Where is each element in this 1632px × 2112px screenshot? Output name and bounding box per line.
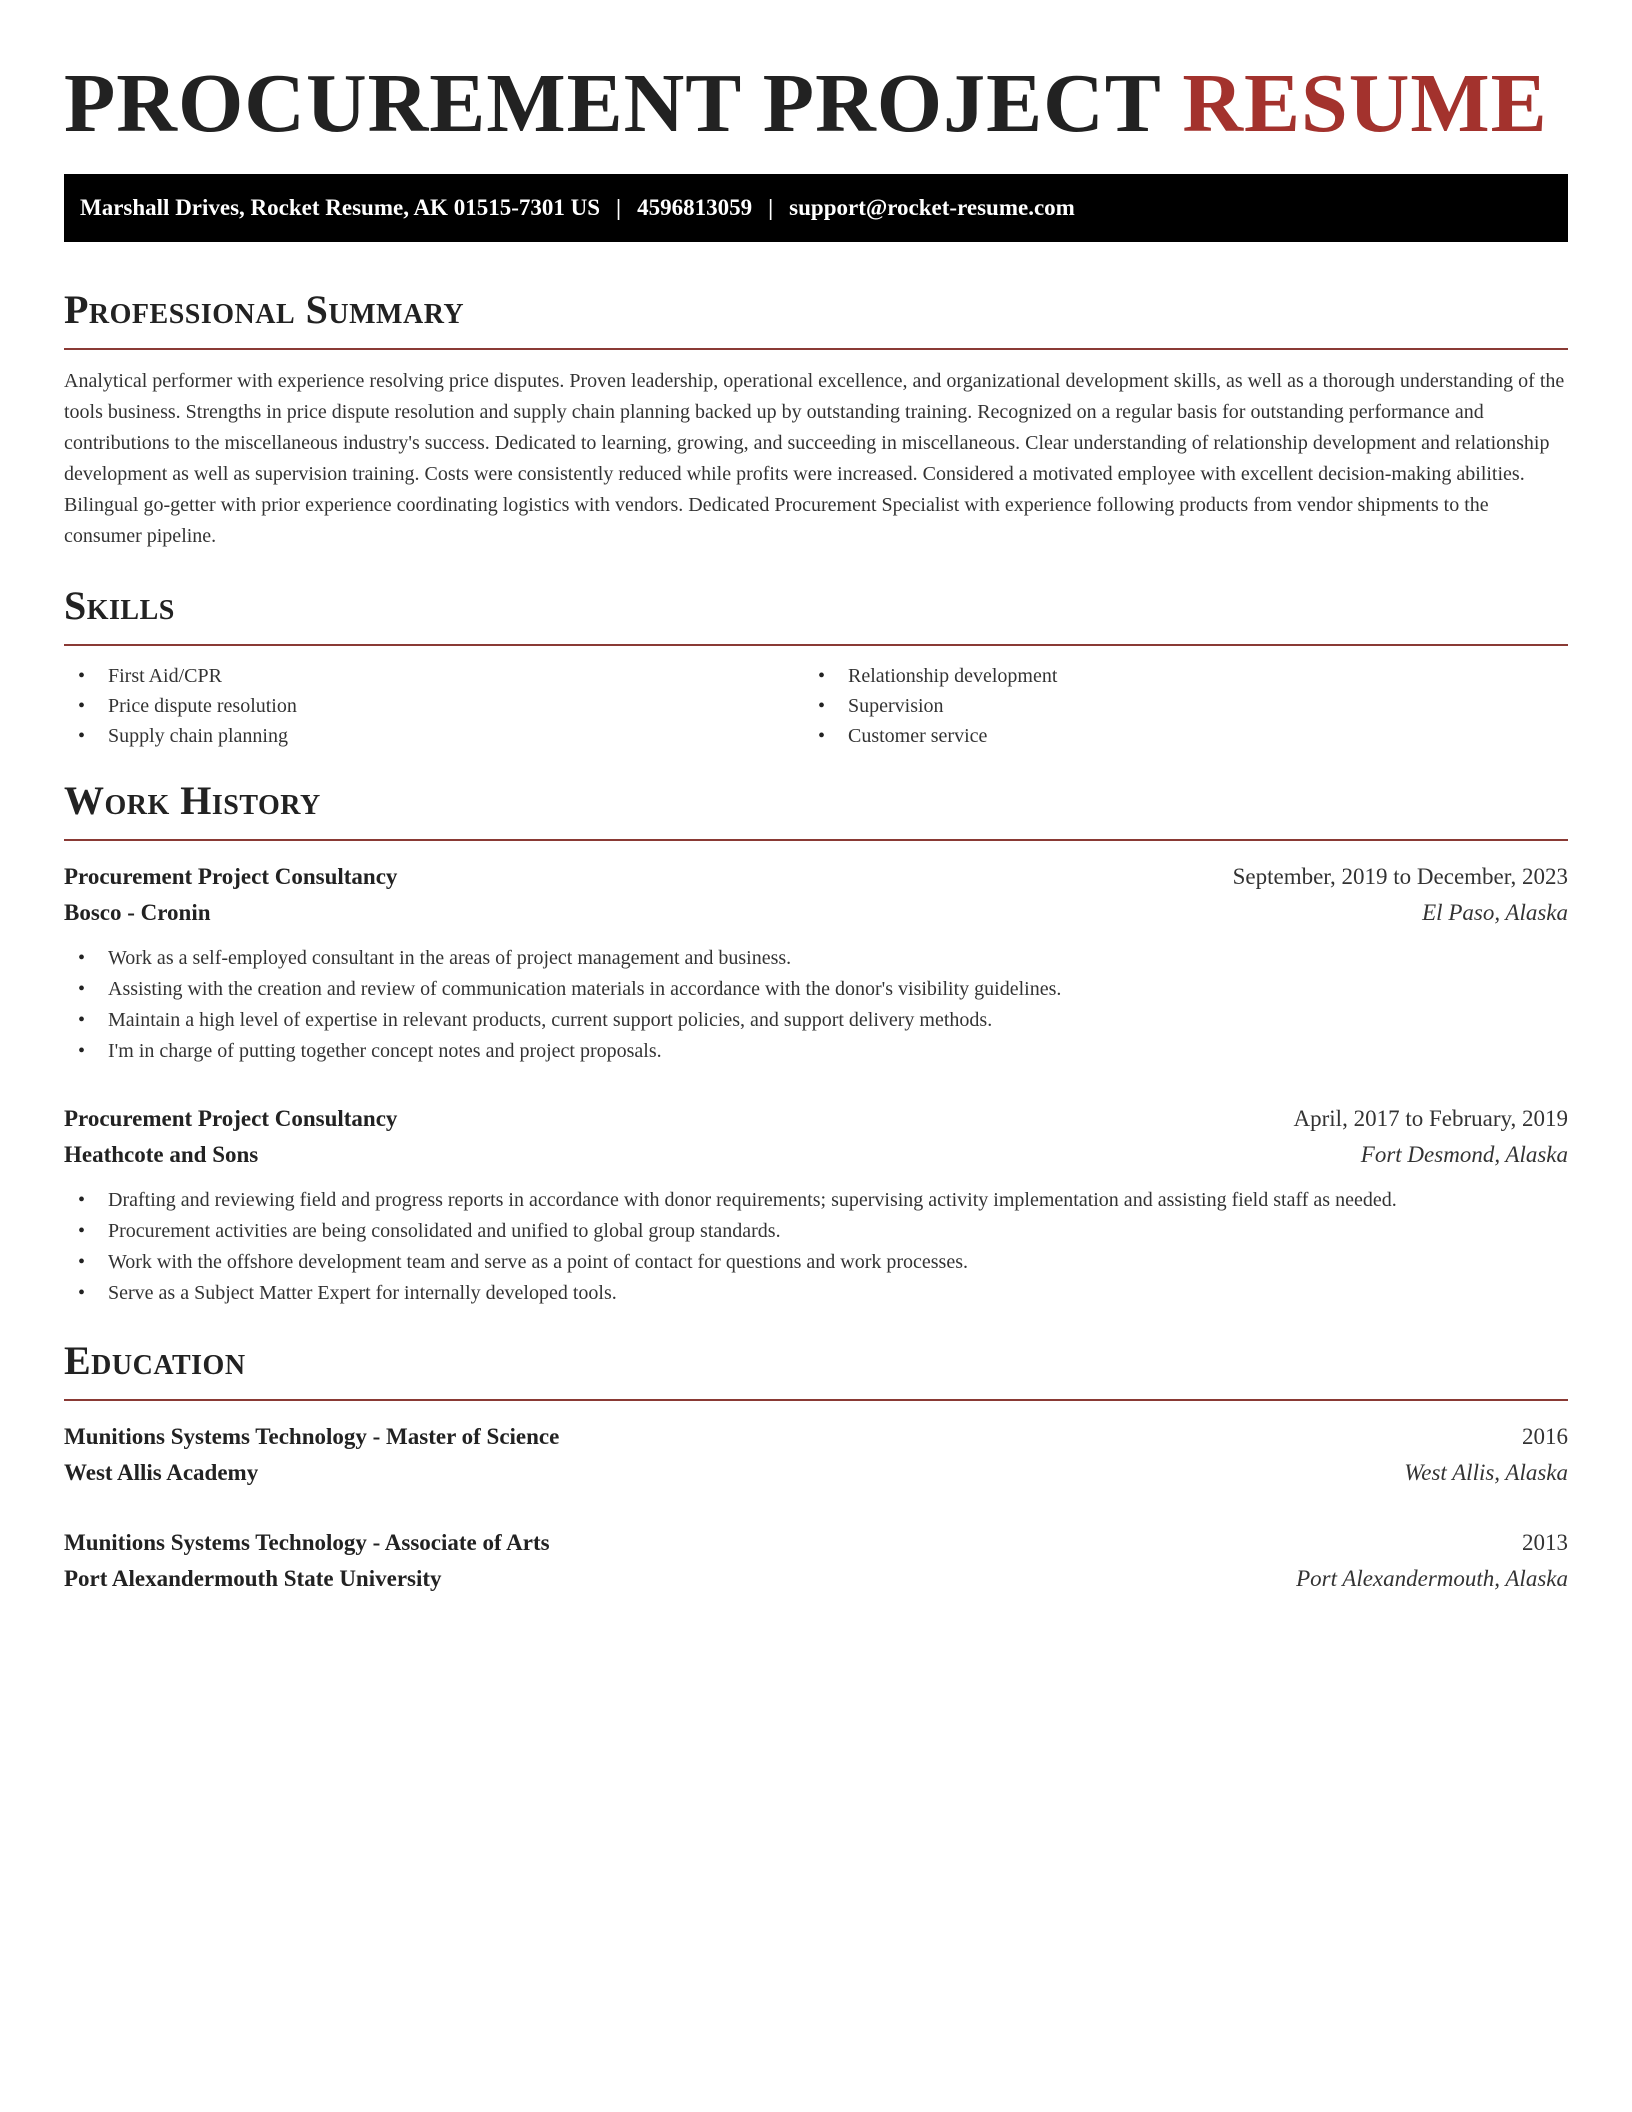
summary-heading: Professional Summary (64, 287, 465, 332)
skill-item: • First Aid/CPR (64, 661, 804, 691)
skill-item: • Supply chain planning (64, 721, 804, 751)
job-bullet: • I'm in charge of putting together concept notes and project proposals. (64, 1036, 1568, 1067)
skill-item: • Price dispute resolution (64, 691, 804, 721)
job-bullet: • Work with the offshore development team and serve as a point of contact for questions and work processes. (64, 1247, 1568, 1278)
education-entry (64, 1419, 1568, 1491)
job-title: Procurement Project Consultancy (64, 1106, 398, 1131)
education-header-row (64, 1419, 1568, 1455)
title-accent: RESUME (1182, 57, 1548, 150)
job-dates: April, 2017 to February, 2019 (1293, 1106, 1568, 1131)
job-bullet: • Serve as a Subject Matter Expert for internally developed tools. (64, 1278, 1568, 1309)
contact-email: support@rocket-resume.com (789, 195, 1075, 220)
job-bullets (64, 1185, 1568, 1309)
skills-heading: Skills (64, 583, 175, 628)
job-title: Procurement Project Consultancy (64, 864, 398, 889)
job-company-row (64, 895, 1568, 931)
education-section (64, 1337, 1568, 1597)
skills-column-right (804, 661, 1544, 751)
job-bullets (64, 943, 1568, 1067)
skill-item: • Supervision (804, 691, 1544, 721)
title-main: PROCUREMENT PROJECT (64, 57, 1161, 150)
contact-address: Marshall Drives, Rocket Resume, AK 01515-7301 US (80, 195, 601, 220)
skill-item: • Customer service (804, 721, 1544, 751)
education-year: 2013 (1522, 1530, 1568, 1555)
job-company-row (64, 1137, 1568, 1173)
work-history-section (64, 777, 1568, 1309)
job-entry (64, 1101, 1568, 1309)
section-divider (64, 644, 1568, 646)
skill-item: • Relationship development (804, 661, 1544, 691)
job-entry (64, 859, 1568, 1067)
skills-section (64, 582, 1568, 751)
summary-text: Analytical performer with experience resolving price disputes. Proven leadership, operational excellence, and organizational development skills, as well as a thorough understanding of the tools business. Strengths in price dispute resolution and supply chain planning backed up by outstanding training. Recognized on a regular basis for outstanding performance and contributions to the miscellaneous industry's success. Dedicated to learning, growing, and succeeding in miscellaneous. Clear understanding of relationship development and relationship development as well as supervision training. Costs were consistently reduced while profits were increased. Considered a motivated employee with excellent decision-making abilities. Bilingual go-getter with prior experience coordinating logistics with vendors. Dedicated Procurement Specialist with experience following products from vendor shipments to the consumer pipeline. (64, 370, 1565, 547)
contact-separator: | (616, 195, 622, 220)
section-divider (64, 348, 1568, 350)
job-location: Fort Desmond, Alaska (1360, 1142, 1568, 1167)
skills-column-left (64, 661, 804, 751)
job-header-row (64, 1101, 1568, 1137)
education-school-row (64, 1561, 1568, 1597)
education-location: Port Alexandermouth, Alaska (1296, 1566, 1568, 1591)
skills-grid (64, 661, 1568, 751)
education-entry (64, 1525, 1568, 1597)
job-bullet: • Maintain a high level of expertise in relevant products, current support policies, and support delivery methods. (64, 1005, 1568, 1036)
education-degree: Munitions Systems Technology - Associate of Arts (64, 1530, 550, 1555)
work-history-heading: Work History (64, 778, 321, 823)
education-school: Port Alexandermouth State University (64, 1566, 442, 1591)
education-location: West Allis, Alaska (1404, 1460, 1568, 1485)
contact-bar (64, 174, 1568, 242)
job-bullet: • Work as a self-employed consultant in the areas of project management and business. (64, 943, 1568, 974)
education-year: 2016 (1522, 1424, 1568, 1449)
contact-phone: 4596813059 (637, 195, 753, 220)
job-bullet: • Drafting and reviewing field and progress reports in accordance with donor requirements; supervising activity implementation and assisting field staff as needed. (64, 1185, 1568, 1216)
resume-page (64, 0, 1568, 1597)
job-company: Bosco - Cronin (64, 900, 211, 925)
job-bullet: • Assisting with the creation and review of communication materials in accordance with the donor's visibility guidelines. (64, 974, 1568, 1005)
job-location: El Paso, Alaska (1422, 900, 1568, 925)
education-header-row (64, 1525, 1568, 1561)
education-degree: Munitions Systems Technology - Master of Science (64, 1424, 560, 1449)
job-company: Heathcote and Sons (64, 1142, 259, 1167)
summary-section (64, 286, 1568, 552)
job-header-row (64, 859, 1568, 895)
job-dates: September, 2019 to December, 2023 (1232, 864, 1568, 889)
education-heading: Education (64, 1338, 246, 1383)
section-divider (64, 1399, 1568, 1401)
section-divider (64, 839, 1568, 841)
resume-title (64, 58, 1568, 150)
contact-separator: | (768, 195, 774, 220)
education-school: West Allis Academy (64, 1460, 259, 1485)
education-school-row (64, 1455, 1568, 1491)
job-bullet: • Procurement activities are being consolidated and unified to global group standards. (64, 1216, 1568, 1247)
